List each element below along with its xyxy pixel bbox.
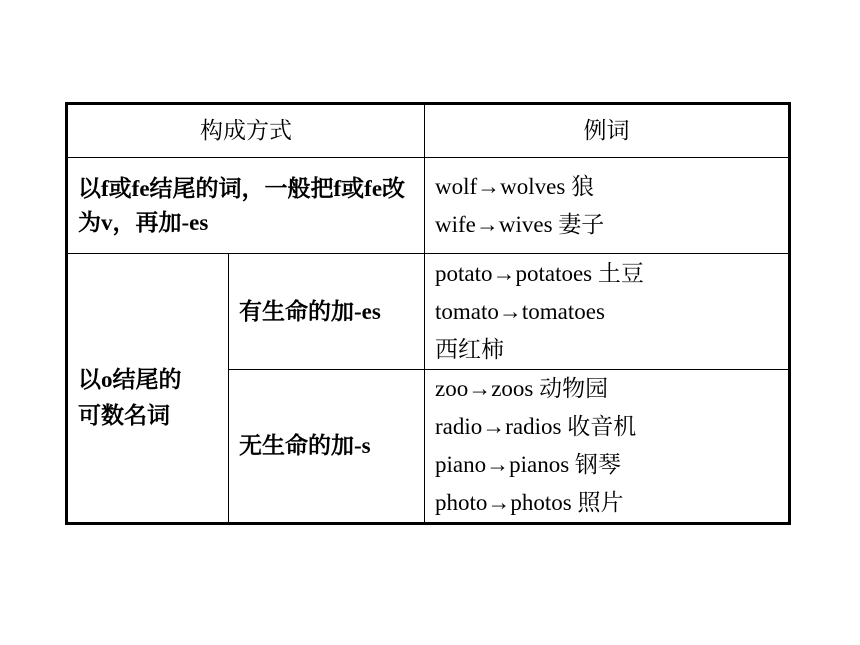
- example-meaning: 西红柿: [435, 336, 504, 362]
- example-line: [435, 255, 778, 293]
- example-word: wife→wives: [435, 211, 553, 237]
- examples-cell: [425, 370, 790, 524]
- examples-cell: [425, 254, 790, 370]
- header-method: 构成方式: [67, 104, 425, 158]
- example-line: [435, 331, 778, 369]
- example-line: [435, 370, 778, 408]
- example-meaning: 狼: [571, 173, 595, 199]
- example-meaning: 收音机: [567, 414, 637, 439]
- example-word: zoo→zoos: [435, 376, 534, 401]
- example-word: photo→photos: [435, 490, 572, 515]
- sub-method-cell: [229, 370, 425, 524]
- sub-method-label: 无生命的加-s: [239, 433, 371, 458]
- example-meaning: 钢琴: [574, 452, 621, 477]
- example-word: piano→pianos: [435, 452, 570, 477]
- example-word: tomato→tomatoes: [435, 298, 605, 324]
- header-row: [67, 104, 790, 158]
- examples-cell: [425, 158, 790, 254]
- method-cell: [67, 158, 425, 254]
- example-word: wolf→wolves: [435, 173, 566, 199]
- method-text: 以o结尾的可数名词: [78, 367, 182, 428]
- example-meaning: 妻子: [558, 211, 605, 237]
- method-cell: [67, 254, 229, 524]
- example-line: [435, 168, 778, 206]
- header-examples: 例词: [425, 104, 790, 158]
- example-line: [435, 408, 778, 446]
- example-line: [435, 293, 778, 331]
- table-row: [67, 158, 790, 254]
- grammar-table: [65, 102, 791, 525]
- example-meaning: 土豆: [597, 260, 644, 286]
- example-line: [435, 446, 778, 484]
- table-row: [67, 254, 790, 370]
- example-word: potato→potatoes: [435, 260, 593, 286]
- example-line: [435, 206, 778, 244]
- sub-method-cell: [229, 254, 425, 370]
- sub-method-label: 有生命的加-es: [239, 298, 381, 324]
- example-meaning: 动物园: [539, 376, 609, 401]
- method-text: 以f或fe结尾的词，一般把f或fe改为v，再加-es: [78, 175, 406, 235]
- example-word: radio→radios: [435, 414, 562, 439]
- example-line: [435, 484, 778, 522]
- example-meaning: 照片: [577, 490, 624, 515]
